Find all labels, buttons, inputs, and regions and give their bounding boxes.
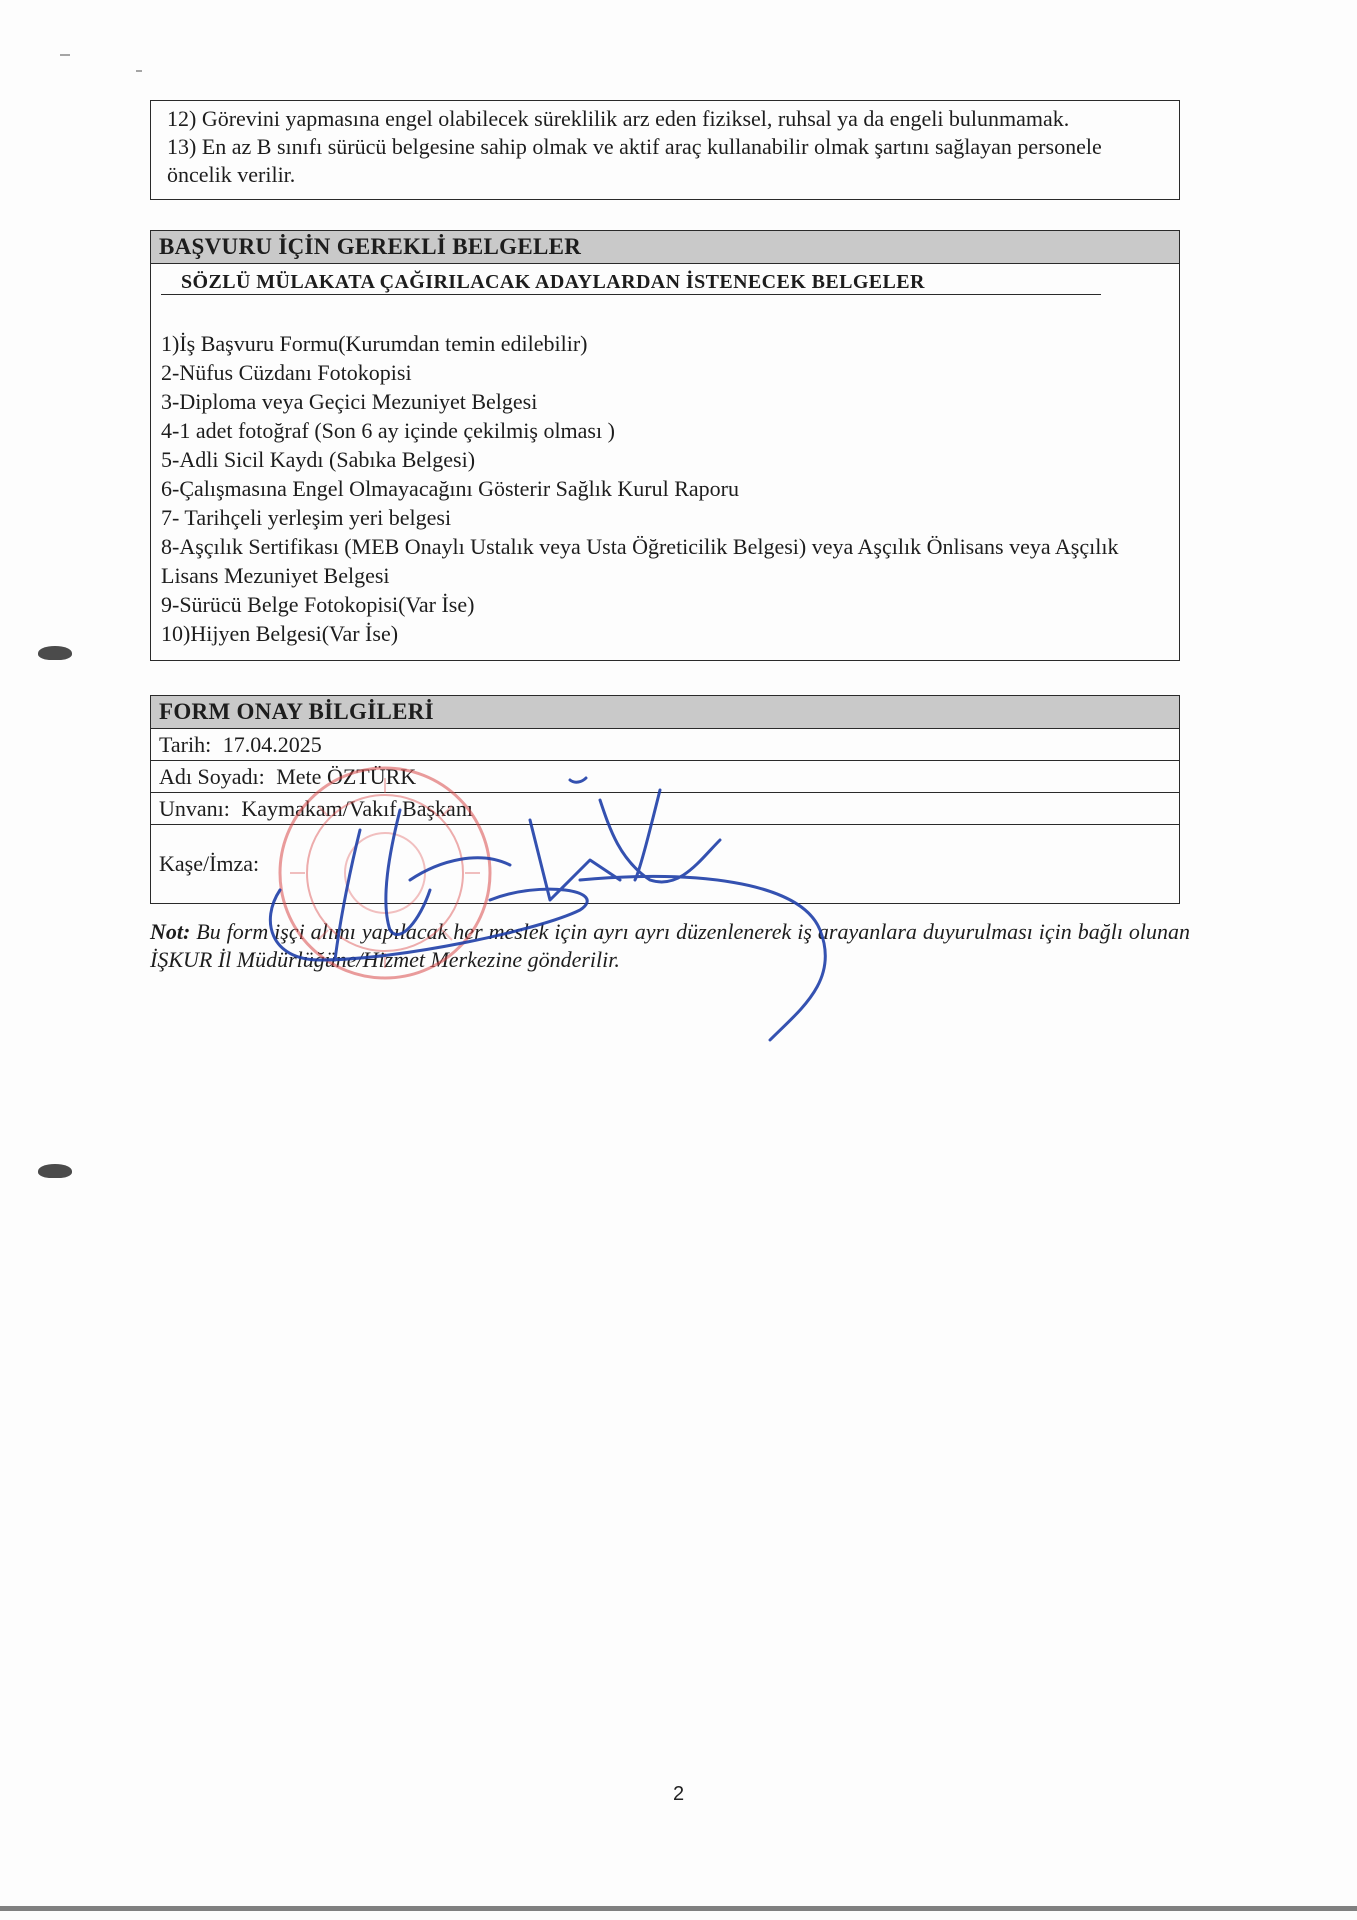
name-value: Mete ÖZTÜRK [276,764,417,789]
form-approval [150,695,1180,904]
form-approval-header: FORM ONAY BİLGİLERİ [150,695,1180,729]
page-number: 2 [672,1783,685,1805]
document-item: 7- Tarihçeli yerleşim yeri belgesi [161,505,452,530]
stamp-label: Kaşe/İmza: [159,851,260,876]
required-documents-header: BAŞVURU İÇİN GEREKLİ BELGELER [150,230,1180,264]
approval-stamp-row [150,825,1180,904]
scan-edge [0,1906,1357,1911]
note-label: Not: [150,919,191,944]
required-documents-list [161,329,1167,648]
required-documents-box [150,264,1180,661]
document-item: 9-Sürücü Belge Fotokopisi(Var İse) [161,592,475,617]
document-item: 8-Aşçılık Sertifikası (MEB Onaylı Ustalık veya Usta Öğreticilik Belgesi) veya Aşçılık Önlisans veya Aşçılık Lisans Mezuniyet Belgesi [161,534,1119,588]
approval-name-row [150,761,1180,793]
title-value: Kaymakam/Vakıf Başkanı [241,796,473,821]
punch-hole [38,646,72,660]
document-item: 4-1 adet fotoğraf (Son 6 ay içinde çekilmiş olması ) [161,418,615,443]
date-value: 17.04.2025 [222,732,322,757]
document-body [150,100,1190,974]
document-item: 10)Hijyen Belgesi(Var İse) [161,621,399,646]
document-item: 6-Çalışmasına Engel Olmayacağını Gösterir Sağlık Kurul Raporu [161,476,739,501]
approval-title-row [150,793,1180,825]
requirement-item-12: 12) Görevini yapmasına engel olabilecek süreklilik arz eden fiziksel, ruhsal ya da engeli bulunmamak. [167,106,1070,131]
form-note [150,918,1190,974]
note-text: Bu form işçi alımı yapılacak her meslek için ayrı ayrı düzenlenerek iş arayanlara duyurulması için bağlı olunan İŞKUR İl Müdürlüğüne/Hizmet Merkezine gönderilir. [150,919,1190,972]
title-label: Unvanı: [159,796,230,821]
document-item: 2-Nüfus Cüzdanı Fotokopisi [161,360,412,385]
name-label: Adı Soyadı: [159,764,265,789]
requirements-box [150,100,1180,200]
requirement-item-13: 13) En az B sınıfı sürücü belgesine sahip olmak ve aktif araç kullanabilir olmak şartını sağlayan personele öncelik verilir. [167,134,1102,187]
approval-date-row [150,729,1180,761]
date-label: Tarih: [159,732,212,757]
scan-speck [136,70,142,72]
punch-hole [38,1164,72,1178]
document-item: 1)İş Başvuru Formu(Kurumdan temin edilebilir) [161,331,588,356]
document-item: 5-Adli Sicil Kaydı (Sabıka Belgesi) [161,447,476,472]
document-item: 3-Diploma veya Geçici Mezuniyet Belgesi [161,389,538,414]
scan-speck [60,54,70,56]
required-documents-subtitle: SÖZLÜ MÜLAKATA ÇAĞIRILACAK ADAYLARDAN İSTENECEK BELGELER [161,264,1101,295]
